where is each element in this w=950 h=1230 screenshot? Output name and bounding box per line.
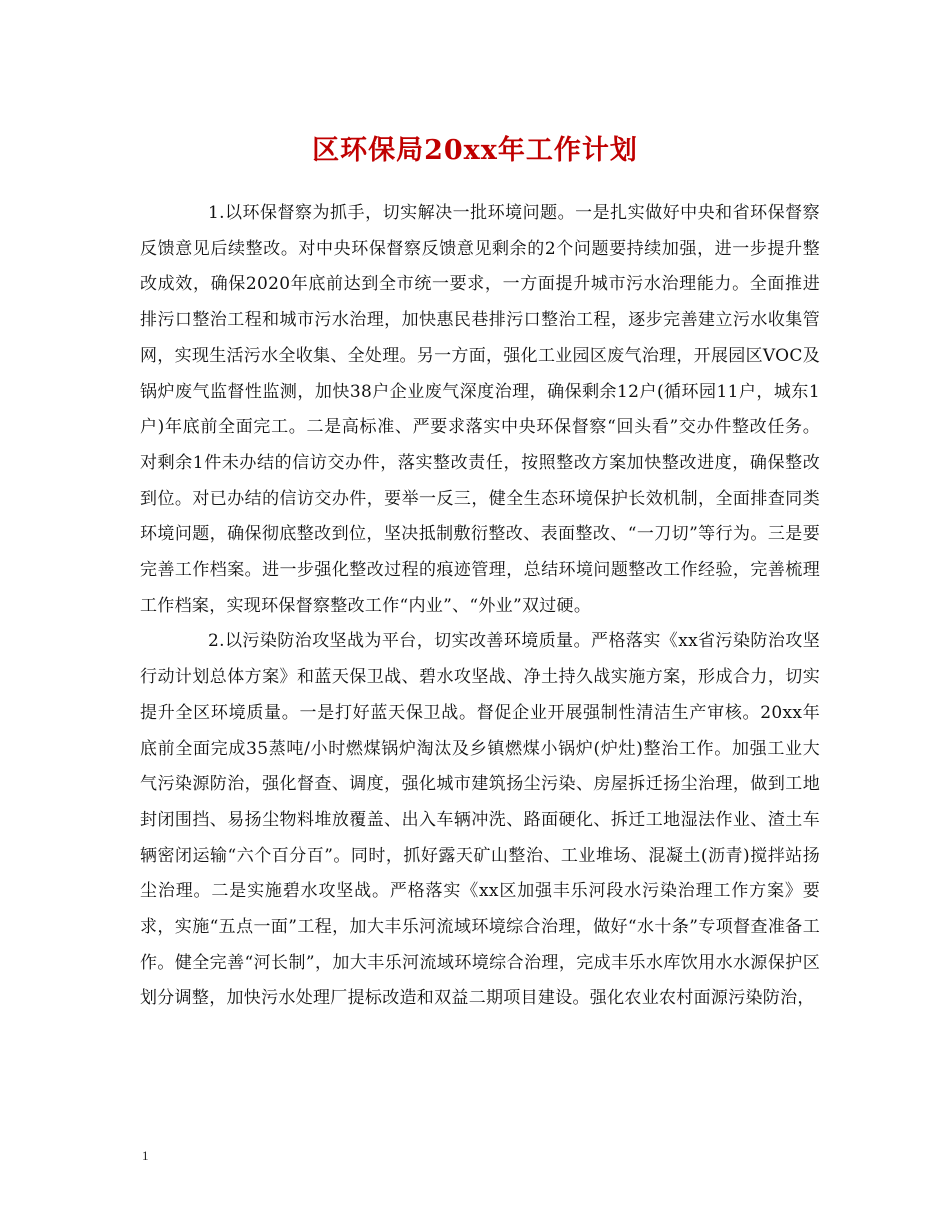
page-number: 1 bbox=[142, 1148, 149, 1163]
document-title: 区环保局20xx年工作计划 bbox=[312, 135, 638, 166]
paragraph-pollution-prevention: 2.以污染防治攻坚战为平台，切实改善环境质量。严格落实《xx省污染防治攻坚行动计划总体方案》和蓝天保卫战、碧水攻坚战、净土持久战实施方案，形成合力，切实提升全区环境质量。一是打好蓝天保卫战。督促企业开展强制性清洁生产审核。20xx年底前全面完成35蒸吨/小时燃煤锅炉淘汰及乡镇燃煤小锅炉(炉灶)整治工作。加强工业大气污染源防治，强化督查、调度，强化城市建筑扬尘污染、房屋拆迁扬尘治理，做到工地封闭围挡、易扬尘物料堆放覆盖、出入车辆冲洗、路面硬化、拆迁工地湿法作业、渣土车辆密闭运输“六个百分百”。同时，抓好露天矿山整治、工业堆场、混凝土(沥青)搅拌站扬尘治理。二是实施碧水攻坚战。严格落实《xx区加强丰乐河段水污染治理工作方案》要求，实施“五点一面”工程，加大丰乐河流域环境综合治理，做好“水十条”专项督查准备工作。健全完善“河长制”，加大丰乐河流域环境综合治理，完成丰乐水库饮用水水源保护区划分调整，加快污水处理厂提标改造和双益二期项目建设。强化农业农村面源污染防治， bbox=[140, 631, 820, 1009]
document-body bbox=[140, 196, 820, 1017]
paragraph-environmental-inspection: 1.以环保督察为抓手，切实解决一批环境问题。一是扎实做好中央和省环保督察反馈意见后续整改。对中央环保督察反馈意见剩余的2个问题要持续加强，进一步提升整改成效，确保2020年底前达到全市统一要求，一方面提升城市污水治理能力。全面推进排污口整治工程和城市污水治理，加快惠民巷排污口整治工程，逐步完善建立污水收集管网，实现生活污水全收集、全处理。另一方面，强化工业园区废气治理，开展园区VOC及锅炉废气监督性监测，加快38户企业废气深度治理，确保剩余12户(循环园11户，城东1户)年底前全面完工。二是高标准、严要求落实中央环保督察“回头看”交办件整改任务。对剩余1件未办结的信访交办件，落实整改责任，按照整改方案加快整改进度，确保整改到位。对已办结的信访交办件，要举一反三，健全生态环境保护长效机制，全面排查同类环境问题，确保彻底整改到位，坚决抵制敷衍整改、表面整改、“一刀切”等行为。三是要完善工作档案。进一步强化整改过程的痕迹管理，总结环境问题整改工作经验，完善梳理工作档案，实现环保督察整改工作“内业”、“外业”双过硬。 bbox=[140, 203, 820, 616]
